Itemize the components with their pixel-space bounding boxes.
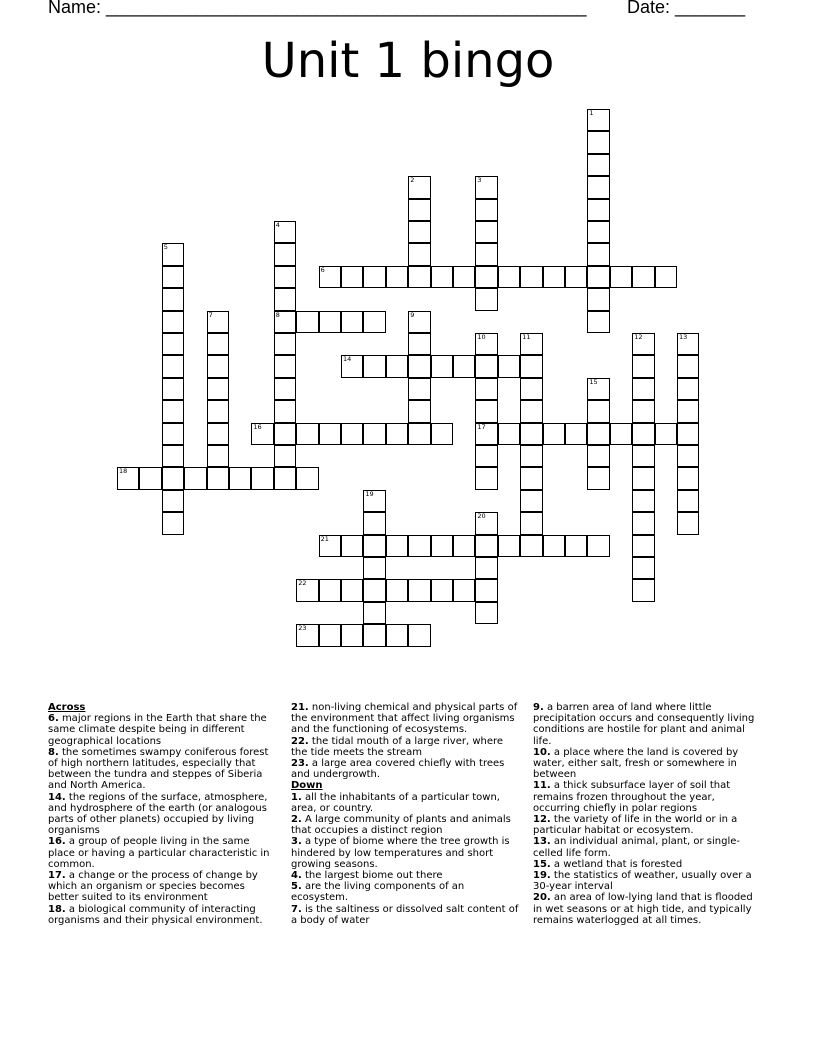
- crossword-cell[interactable]: [498, 423, 520, 445]
- crossword-cell[interactable]: [408, 579, 430, 601]
- crossword-cell[interactable]: [251, 423, 273, 445]
- down-heading: Down: [291, 780, 323, 792]
- crossword-cell[interactable]: [520, 355, 542, 377]
- clue-number: 22: [298, 579, 307, 588]
- crossword-cell[interactable]: [431, 535, 453, 557]
- name-field-label: Name: ________________________________________________: [48, 0, 587, 17]
- crossword-cell[interactable]: [162, 467, 184, 489]
- across-clue: 16. a group of people living in the same place or having a particular characteristic in common.: [48, 836, 270, 870]
- down-clue: 20. an area of low-lying land that is flooded in wet seasons or at high tide, and typically remains waterlogged at all times.: [533, 892, 753, 926]
- crossword-cell[interactable]: [139, 467, 161, 489]
- crossword-cell[interactable]: [453, 266, 475, 288]
- crossword-cell[interactable]: [610, 266, 632, 288]
- across-clue: 14. the regions of the surface, atmosphere, and hydrosphere of the earth (or analogous parts of other planets) occupied by living organisms: [48, 791, 268, 837]
- crossword-cell[interactable]: [363, 311, 385, 333]
- crossword-cell[interactable]: [498, 355, 520, 377]
- crossword-cell[interactable]: [408, 423, 430, 445]
- crossword-cell[interactable]: [587, 243, 609, 265]
- clue-number: 19: [365, 489, 374, 498]
- crossword-cell[interactable]: [274, 445, 296, 467]
- clue-number: 10: [477, 333, 486, 341]
- clues-column-3: [533, 702, 763, 926]
- crossword-cell[interactable]: [565, 266, 587, 288]
- crossword-cell[interactable]: [319, 624, 341, 646]
- across-clue: 23. a large area covered chiefly with trees and undergrowth.: [291, 758, 505, 781]
- crossword-cell[interactable]: [162, 355, 184, 377]
- crossword-cell[interactable]: [386, 579, 408, 601]
- clue-number: 7: [208, 310, 213, 319]
- crossword-cell[interactable]: [207, 355, 229, 377]
- crossword-cell[interactable]: [677, 333, 699, 355]
- crossword-cell[interactable]: [677, 512, 699, 534]
- crossword-cell[interactable]: [610, 423, 632, 445]
- down-clue: 11. a thick subsurface layer of soil that remains frozen throughout the year, occurring chiefly in polar regions: [533, 780, 731, 814]
- down-clue: 15. a wetland that is forested: [533, 858, 683, 870]
- crossword-cell[interactable]: [207, 423, 229, 445]
- crossword-cell[interactable]: [341, 311, 363, 333]
- crossword-cell[interactable]: [408, 535, 430, 557]
- crossword-cell[interactable]: [587, 199, 609, 221]
- crossword-cell[interactable]: [453, 535, 475, 557]
- crossword-cell[interactable]: [162, 445, 184, 467]
- crossword-cell[interactable]: [677, 490, 699, 512]
- crossword-cell[interactable]: [363, 490, 385, 512]
- crossword-cell[interactable]: [632, 445, 654, 467]
- crossword-cell[interactable]: [408, 266, 430, 288]
- clue-number: 5: [163, 243, 168, 252]
- crossword-cell[interactable]: [408, 378, 430, 400]
- crossword-cell[interactable]: [363, 624, 385, 646]
- crossword-cell[interactable]: [587, 266, 609, 288]
- crossword-cell[interactable]: [632, 400, 654, 422]
- crossword-cell[interactable]: [319, 579, 341, 601]
- crossword-cell[interactable]: [207, 467, 229, 489]
- crossword-cell[interactable]: [162, 490, 184, 512]
- crossword-cell[interactable]: [386, 355, 408, 377]
- crossword-cell[interactable]: [408, 311, 430, 333]
- clue-number: 17: [477, 422, 486, 431]
- clue-number: 8: [275, 310, 280, 319]
- down-clue: 10. a place where the land is covered by water, either salt, fresh or somewhere in between: [533, 746, 739, 781]
- crossword-cell[interactable]: [319, 535, 341, 557]
- crossword-cell[interactable]: [296, 579, 318, 601]
- crossword-cell[interactable]: [632, 557, 654, 579]
- clue-number: 1: [589, 109, 594, 117]
- crossword-cell[interactable]: [587, 221, 609, 243]
- down-clue: 2. A large community of plants and animals that occupies a distinct region: [291, 814, 511, 837]
- crossword-cell[interactable]: [587, 131, 609, 153]
- crossword-cell[interactable]: [207, 311, 229, 333]
- crossword-cell[interactable]: [475, 602, 497, 624]
- crossword-cell[interactable]: [498, 535, 520, 557]
- crossword-cell[interactable]: [565, 423, 587, 445]
- crossword-cell[interactable]: [162, 400, 184, 422]
- crossword-cell[interactable]: [363, 557, 385, 579]
- crossword-cell[interactable]: [453, 355, 475, 377]
- clues-column-1: [48, 702, 278, 926]
- crossword-cell[interactable]: [632, 423, 654, 445]
- crossword-cell[interactable]: [632, 535, 654, 557]
- crossword-cell[interactable]: [475, 512, 497, 534]
- crossword-cell[interactable]: [475, 355, 497, 377]
- crossword-cell[interactable]: [475, 467, 497, 489]
- clue-number: 4: [275, 221, 280, 229]
- down-clue: 1. all the inhabitants of a particular town, area, or country.: [291, 791, 500, 814]
- crossword-cell[interactable]: [632, 579, 654, 601]
- crossword-cell[interactable]: [453, 579, 475, 601]
- crossword-cell[interactable]: [520, 535, 542, 557]
- crossword-cell[interactable]: [296, 423, 318, 445]
- crossword-cell[interactable]: [408, 400, 430, 422]
- crossword-cell[interactable]: [184, 467, 206, 489]
- crossword-cell[interactable]: [632, 378, 654, 400]
- crossword-cell[interactable]: [677, 378, 699, 400]
- crossword-cell[interactable]: [475, 400, 497, 422]
- across-clue: 18. a biological community of interacting organisms and their physical environment.: [48, 903, 263, 926]
- across-clue: 6. major regions in the Earth that share the same climate despite being in different geographical locations: [48, 713, 267, 747]
- clue-number: 2: [410, 176, 415, 185]
- crossword-cell[interactable]: [274, 423, 296, 445]
- crossword-cell[interactable]: [655, 266, 677, 288]
- crossword-cell[interactable]: [363, 266, 385, 288]
- crossword-cell[interactable]: [386, 624, 408, 646]
- crossword-cell[interactable]: [587, 154, 609, 176]
- crossword-cell[interactable]: [677, 445, 699, 467]
- crossword-cell[interactable]: [341, 423, 363, 445]
- clue-number: 16: [253, 422, 262, 431]
- crossword-cell[interactable]: [543, 266, 565, 288]
- clue-number: 11: [522, 333, 531, 341]
- clue-number: 12: [634, 333, 643, 341]
- down-clue: 5. are the living components of an ecosystem.: [291, 881, 465, 904]
- crossword-cell[interactable]: [319, 423, 341, 445]
- crossword-cell[interactable]: [632, 266, 654, 288]
- crossword-cell[interactable]: [341, 266, 363, 288]
- crossword-cell[interactable]: [319, 311, 341, 333]
- crossword-cell[interactable]: [587, 288, 609, 310]
- crossword-cell[interactable]: [475, 221, 497, 243]
- crossword-cell[interactable]: [677, 355, 699, 377]
- crossword-cell[interactable]: [162, 243, 184, 265]
- clue-number: 20: [477, 512, 486, 521]
- crossword-cell[interactable]: [632, 512, 654, 534]
- crossword-cell[interactable]: [431, 579, 453, 601]
- crossword-cell[interactable]: [229, 467, 251, 489]
- crossword-cell[interactable]: [251, 467, 273, 489]
- date-field-label: Date: _______: [627, 0, 746, 17]
- crossword-cell[interactable]: [475, 378, 497, 400]
- crossword-cell[interactable]: [274, 288, 296, 310]
- down-clue: 19. the statistics of weather, usually over a 30-year interval: [533, 870, 752, 893]
- crossword-cell[interactable]: [475, 266, 497, 288]
- crossword-cell[interactable]: [341, 579, 363, 601]
- crossword-cell[interactable]: [498, 266, 520, 288]
- crossword-cell[interactable]: [587, 176, 609, 198]
- crossword-cell[interactable]: [408, 333, 430, 355]
- crossword-cell[interactable]: [162, 288, 184, 310]
- crossword-cell[interactable]: [408, 624, 430, 646]
- crossword-cell[interactable]: [475, 199, 497, 221]
- crossword-cell[interactable]: [408, 176, 430, 198]
- crossword-cell[interactable]: [520, 467, 542, 489]
- crossword-cell[interactable]: [632, 490, 654, 512]
- down-clue: 3. a type of biome where the tree growth is hindered by low temperatures and short growing seasons.: [291, 836, 510, 870]
- crossword-cell[interactable]: [475, 445, 497, 467]
- crossword-cell[interactable]: [274, 311, 296, 333]
- crossword-cell[interactable]: [677, 423, 699, 445]
- crossword-cell[interactable]: [632, 355, 654, 377]
- crossword-cell[interactable]: [587, 378, 609, 400]
- crossword-cell[interactable]: [520, 266, 542, 288]
- crossword-cell[interactable]: [475, 535, 497, 557]
- crossword-cell[interactable]: [363, 535, 385, 557]
- crossword-cell[interactable]: [408, 355, 430, 377]
- crossword-cell[interactable]: [475, 579, 497, 601]
- crossword-cell[interactable]: [341, 624, 363, 646]
- crossword-cell[interactable]: [587, 423, 609, 445]
- across-clue: 17. a change or the process of change by which an organism or species becomes better suited to its environment: [48, 870, 258, 904]
- crossword-cell[interactable]: [363, 512, 385, 534]
- crossword-cell[interactable]: [565, 535, 587, 557]
- crossword-cell[interactable]: [117, 467, 139, 489]
- across-clue: 21. non-living chemical and physical parts of the environment that affect living organisms and the functioning of ecosystems.: [291, 702, 518, 736]
- crossword-cell[interactable]: [520, 400, 542, 422]
- crossword-cell[interactable]: [632, 333, 654, 355]
- crossword-cell[interactable]: [475, 176, 497, 198]
- crossword-cell[interactable]: [431, 355, 453, 377]
- crossword-cell[interactable]: [408, 221, 430, 243]
- crossword-cell[interactable]: [386, 535, 408, 557]
- crossword-cell[interactable]: [274, 467, 296, 489]
- crossword-cell[interactable]: [475, 423, 497, 445]
- crossword-cell[interactable]: [520, 423, 542, 445]
- crossword-cell[interactable]: [632, 467, 654, 489]
- crossword-cell[interactable]: [363, 579, 385, 601]
- clue-number: 21: [320, 534, 329, 543]
- crossword-cell[interactable]: [408, 243, 430, 265]
- crossword-cell[interactable]: [207, 333, 229, 355]
- across-clue: 22. the tidal mouth of a large river, where the tide meets the stream: [291, 735, 504, 758]
- crossword-cell[interactable]: [274, 355, 296, 377]
- crossword-cell[interactable]: [587, 311, 609, 333]
- crossword-cell[interactable]: [274, 266, 296, 288]
- crossword-cell[interactable]: [296, 467, 318, 489]
- crossword-cell[interactable]: [587, 109, 609, 131]
- crossword-cell[interactable]: [543, 535, 565, 557]
- crossword-cell[interactable]: [475, 557, 497, 579]
- crossword-cell[interactable]: [587, 400, 609, 422]
- crossword-cell[interactable]: [520, 333, 542, 355]
- crossword-cell[interactable]: [408, 199, 430, 221]
- down-clue: 7. is the saltiness or dissolved salt content of a body of water: [291, 903, 519, 926]
- crossword-cell[interactable]: [386, 423, 408, 445]
- crossword-cell[interactable]: [431, 266, 453, 288]
- crossword-cell[interactable]: [520, 512, 542, 534]
- crossword-cell[interactable]: [587, 467, 609, 489]
- down-clue: 13. an individual animal, plant, or single-celled life form.: [533, 836, 740, 859]
- clue-number: 9: [410, 310, 415, 319]
- crossword-cell[interactable]: [162, 512, 184, 534]
- crossword-cell[interactable]: [520, 445, 542, 467]
- crossword-cell[interactable]: [162, 311, 184, 333]
- crossword-cell[interactable]: [274, 400, 296, 422]
- crossword-cell[interactable]: [386, 266, 408, 288]
- clue-number: 6: [320, 265, 325, 274]
- clue-number: 15: [589, 377, 598, 386]
- crossword-cell[interactable]: [162, 333, 184, 355]
- down-clue: 12. the variety of life in the world or in a particular habitat or ecosystem.: [533, 814, 738, 837]
- down-clue: 4. the largest biome out there: [291, 870, 443, 882]
- crossword-cell[interactable]: [274, 378, 296, 400]
- across-heading: Across: [48, 702, 86, 713]
- crossword-cell[interactable]: [274, 221, 296, 243]
- crossword-cell[interactable]: [587, 535, 609, 557]
- crossword-cell[interactable]: [274, 333, 296, 355]
- crossword-cell[interactable]: [520, 378, 542, 400]
- clue-number: 3: [477, 176, 482, 185]
- crossword-cell[interactable]: [341, 535, 363, 557]
- crossword-cell[interactable]: [431, 423, 453, 445]
- clue-number: 18: [119, 467, 128, 476]
- crossword-cell[interactable]: [677, 467, 699, 489]
- crossword-cell[interactable]: [207, 400, 229, 422]
- crossword-cell[interactable]: [520, 490, 542, 512]
- down-clue: 9. a barren area of land where little precipitation occurs and consequently living conditions are hostile for plant and animal life.: [533, 702, 755, 747]
- crossword-cell[interactable]: [475, 333, 497, 355]
- crossword-cell[interactable]: [363, 355, 385, 377]
- across-clue: 8. the sometimes swampy coniferous forest of high northern latitudes, especially that between the tundra and steppes of Siberia and North America.: [48, 746, 269, 792]
- clue-number: 13: [679, 333, 688, 341]
- crossword-cell[interactable]: [207, 445, 229, 467]
- crossword-cell[interactable]: [341, 355, 363, 377]
- crossword-cell[interactable]: [207, 378, 229, 400]
- crossword-cell[interactable]: [543, 423, 565, 445]
- clue-number: 14: [343, 355, 352, 364]
- clues-column-2: [291, 702, 521, 926]
- crossword-cell[interactable]: [677, 400, 699, 422]
- crossword-cell[interactable]: [296, 624, 318, 646]
- crossword-cell[interactable]: [162, 423, 184, 445]
- crossword-cell[interactable]: [363, 423, 385, 445]
- crossword-cell[interactable]: [363, 602, 385, 624]
- crossword-cell[interactable]: [475, 288, 497, 310]
- crossword-cell[interactable]: [162, 266, 184, 288]
- crossword-cell[interactable]: [162, 378, 184, 400]
- page-title: Unit 1 bingo: [261, 33, 555, 89]
- crossword-cell[interactable]: [475, 243, 497, 265]
- crossword-cell[interactable]: [296, 311, 318, 333]
- crossword-cell[interactable]: [587, 445, 609, 467]
- crossword-cell[interactable]: [655, 423, 677, 445]
- crossword-cell[interactable]: [274, 243, 296, 265]
- clue-number: 23: [298, 624, 307, 633]
- crossword-cell[interactable]: [319, 266, 341, 288]
